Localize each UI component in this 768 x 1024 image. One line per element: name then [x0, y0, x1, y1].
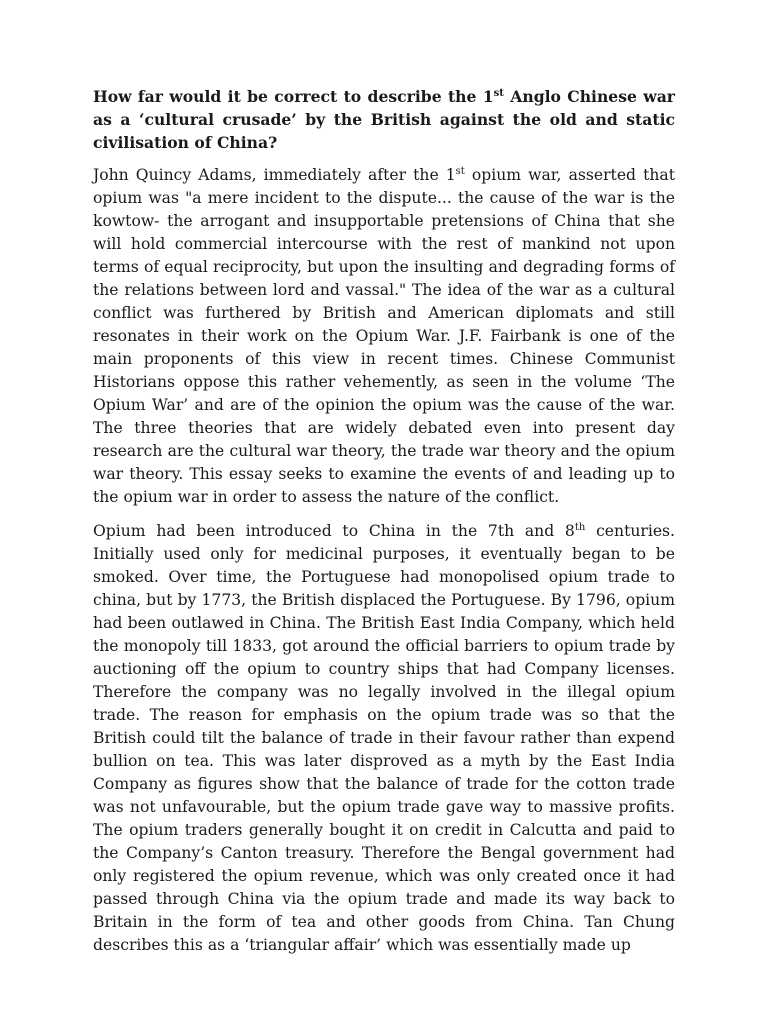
paragraph-1-superscript: st	[455, 165, 465, 177]
title-superscript: st	[493, 87, 504, 99]
title-text-start: How far would it be correct to describe the 1	[93, 87, 494, 106]
paragraph-2-text-start: Opium had been introduced to China in the 7th and 8	[93, 522, 575, 540]
paragraph-2-superscript: th	[574, 521, 586, 533]
paragraph-1-text-start: John Quincy Adams, immediately after the 1	[93, 166, 456, 184]
paragraph-1-text-end: opium war, asserted that opium was "a mere incident to the dispute... the cause of the war is the kowtow- the arrogant and insupportable pretensions of China that she will hold commercial intercourse with the rest of mankind not upon terms of equal reciprocity, but upon the insulting and degrading forms of the relations between lord and vassal." The idea of the war as a cultural conflict was furthered by British and American diplomats and still resonates in their work on the Opium War. J.F. Fairbank is one of the main proponents of this view in recent times. Chinese Communist Historians oppose this rather vehemently, as seen in the volume ‘The Opium War’ and are of the opinion the opium was the cause of the war. The three theories that are widely debated even into present day research are the cultural war theory, the trade war theory and the opium war theory. This essay seeks to examine the events of and leading up to the opium war in order to assess the nature of the conflict.	[93, 166, 675, 506]
paragraph-2-text-end: centuries. Initially used only for medicinal purposes, it eventually began to be smoked. Over time, the Portuguese had monopolised opium trade to china, but by 1773, the British displaced the Portuguese. By 1796, opium had been outlawed in China. The British East India Company, which held the monopoly till 1833, got around the official barriers to opium trade by auctioning off the opium to country ships that had Company licenses. Therefore the company was no legally involved in the illegal opium trade. The reason for emphasis on the opium trade was so that the British could tilt the balance of trade in their favour rather than expend bullion on tea. This was later disproved as a myth by the East India Company as figures show that the balance of trade for the cotton trade was not unfavourable, but the opium trade gave way to massive profits. The opium traders generally bought it on credit in Calcutta and paid to the Company’s Canton treasury. Therefore the Bengal government had only registered the opium revenue, which was only created once it had passed through China via the opium trade and made its way back to Britain in the form of tea and other goods from China. Tan Chung describes this as a ‘triangular affair’ which was essentially made up	[93, 522, 676, 954]
essay-title	[93, 85, 675, 154]
paragraph-2	[93, 520, 675, 957]
title-text-end: Anglo Chinese war as a ‘cultural crusade’ by the British against the old and static civilisation of China?	[93, 87, 676, 152]
paragraph-1	[93, 164, 675, 509]
